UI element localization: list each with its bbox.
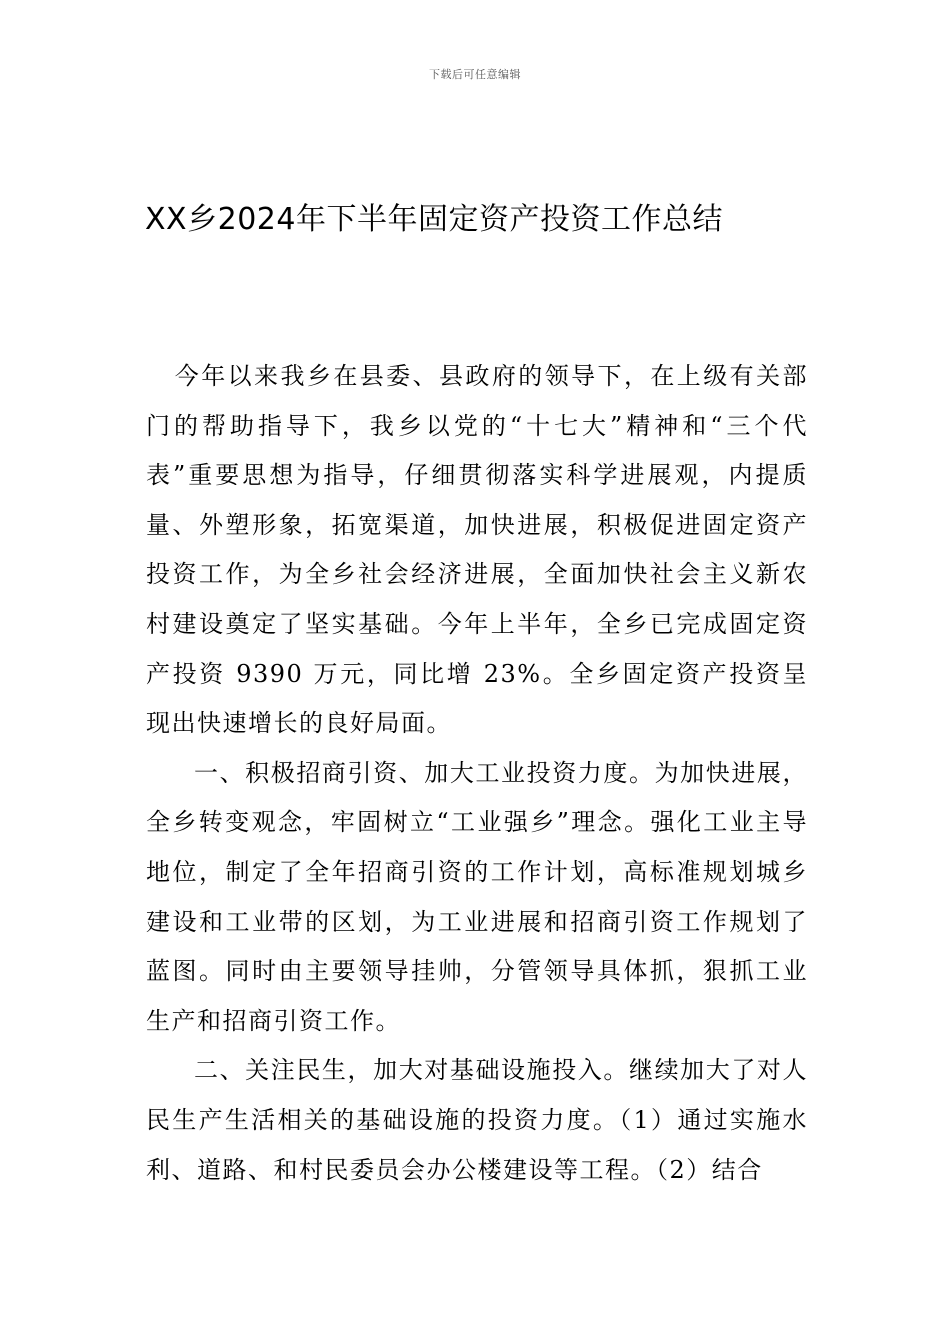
header-note: 下载后可任意编辑 (429, 68, 521, 81)
document-body (146, 352, 808, 1195)
paragraph-intro: 今年以来我乡在县委、县政府的领导下，在上级有关部门的帮助指导下，我乡以党的“十七大”精神和“三个代表”重要思想为指导，仔细贯彻落实科学进展观，内提质量、外塑形象，拓宽渠道，加快进展，积极促进固定资产投资工作，为全乡社会经济进展，全面加快社会主义新农村建设奠定了坚实基础。今年上半年，全乡已完成固定资产投资 9390 万元，同比增 23%。全乡固定资产投资呈现出快速增长的良好局面。 (146, 362, 808, 738)
paragraph-section-1: 一、积极招商引资、加大工业投资力度。为加快进展，全乡转变观念，牢固树立“工业强乡”理念。强化工业主导地位，制定了全年招商引资的工作计划，高标准规划城乡建设和工业带的区划，为工业进展和招商引资工作规划了蓝图。同时由主要领导挂帅，分管领导具体抓，狠抓工业生产和招商引资工作。 (146, 758, 808, 1035)
document-title: XX乡2024年下半年固定资产投资工作总结 (145, 202, 723, 237)
paragraph-section-2: 二、关注民生，加大对基础设施投入。继续加大了对人民生产生活相关的基础设施的投资力度。（1）通过实施水利、道路、和村民委员会办公楼建设等工程。（2）结合 (146, 1056, 808, 1184)
